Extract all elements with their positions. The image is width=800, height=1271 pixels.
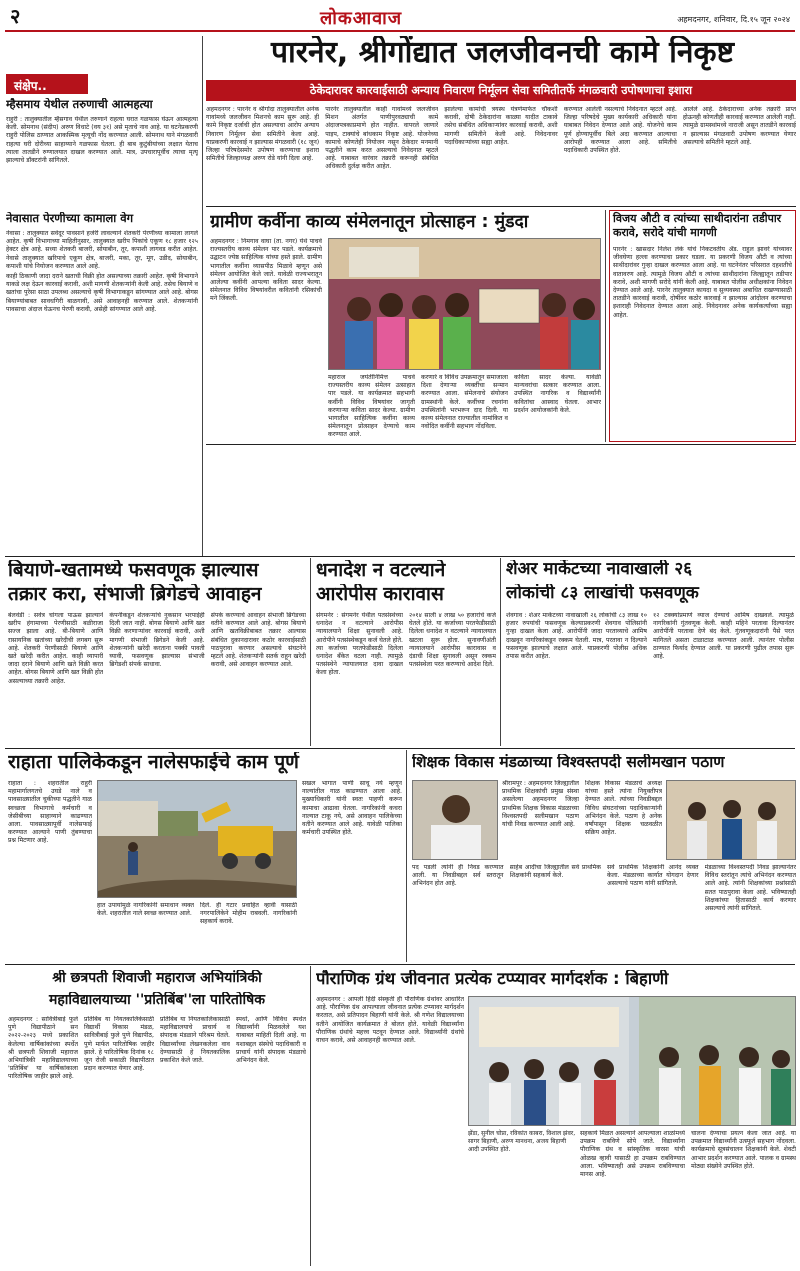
seeds-divider [310, 558, 311, 746]
education-bottom-col-3: सर्व प्राथमिक शिक्षकांनी आनंद व्यक्त केला. मंडळाच्या कार्यात योगदान देणार असल्याचे पठाण यांनी सांगितले. [607, 864, 699, 888]
rahata-photo-graphic [98, 781, 297, 898]
education-photo-1-graphic [413, 781, 498, 860]
lead-headline: पारनेर, श्रीगोंद्यात जलजीवनची कामे निकृष्ट [270, 36, 735, 70]
education-photo-2-graphic [667, 781, 796, 860]
rahata-photo [97, 780, 297, 898]
poets-divider [605, 210, 606, 442]
rahata-bottom-col-1: हात उपायांमुळे नागरिकांनी समाधान व्यक्त केले. शहरातील नाले स्वच्छ करण्यात आले. [97, 902, 194, 918]
seeds-body [8, 612, 306, 744]
poets-photo [328, 238, 601, 370]
mid-rule-1b [206, 444, 796, 445]
sidebar-story2-para2: काही ठिकाणी जादा दराने खताची विक्री होत असल्याच्या तक्रारी आहेत. कृषी विभागाने याकडे लक्ष देऊन कारवाई करावी, अशी मागणी शेतकऱ्यांनी केली आहे. तसेच बियाणे व खतांचा पुरेसा साठा उपलब्ध असल्याचे कृषी विभागाकडून सांगण्यात आले आहे. बोगस बियाण्यांबाबत सावधगिरी बाळगावी, असे आवाहनही करण्यात आले. शेतकऱ्यांनी पावसाचा अंदाज घेऊनच पेरणी करावी, असेही सांगण्यात आले आहे. [6, 272, 198, 313]
lead-col-1: अहमदनगर : पारनेर व श्रीगोंदा तालुक्यातील अनेक गावांमध्ये जलजीवन मिशनचे काम सुरू आहे. ही कामे निकृष्ट दर्जाची होत असल्याचा आरोप अन्याय निवारण निर्मूलन सेवा समितीने केला आहे. याप्रकरणी कारवाई न झाल्यास मंगळवारी (१८ जून) जिल्हा परिषदेसमोर उपोषण करण्याचा इशारा समितीचे जिल्हाध्यक्ष अरुण रोडे यांनी दिला आहे. [206, 106, 320, 163]
share-headline-2: लोकांची ८३ लाखांची फसवणूक [506, 584, 699, 603]
sidebar-story1-body: राहुरी : तालुक्यातील म्हैसगाव येथील तरुणाने राहत्या घरात गळफास घेऊन आत्महत्या केली. सोमनाथ (संदीप) अरुण विधाटे (वय ३१) असे मृताचे नाव आहे. या घटनेप्रकरणी राहुरी पोलिस ठाण्यात आकस्मिक मृत्यूची नोंद करण्यात आली. सोमनाथ याने मंगळवारी राहत्या घरी दोरीच्या साहाय्याने गळफास घेतला. ही बाब कुटुंबीयांच्या लक्षात येताच त्याला तातडीने रुग्णालयात दाखल करण्यात आले. मात्र, उपचारापूर्वीच त्याचा मृत्यू झाल्याचे डॉक्टरांनी सांगितले. [6, 116, 198, 164]
seeds-col-3: संपर्क करण्याचे आवाहन संभाजी ब्रिगेडच्या वतीने करण्यात आले आहे. बोगस बियाणे आणि खतविक्रीबाबत तक्रार आल्यास संबंधित दुकानदारावर कठोर कारवाईसाठी पाठपुरावा करणार असल्याचे संघटनेने म्हटले आहे. शेतकऱ्यांनी सतर्क राहून खरेदी करावी, असे आवाहन करण्यात आले. [210, 612, 306, 669]
mythology-headline: पौराणिक ग्रंथ जीवनात प्रत्येक टप्प्यावर मार्गदर्शक : बिहाणी [316, 970, 669, 988]
sidebar-story2-body [6, 230, 198, 550]
lead-col-4: करण्यात आलेली नसल्याचे निवेदनात म्हटले आहे. जिल्हा परिषदेचे मुख्य कार्यकारी अधिकारी यांना याबाबत निवेदन देण्यात आले आहे. योजनेचे काम पूर्ण होण्यापूर्वीच बिले अदा करण्यात आल्याचा आरोपही करण्यात आला आहे. समितीचे पदाधिकारी उपस्थित होते. [563, 106, 677, 154]
education-photo-2 [666, 780, 796, 860]
shivaji-headline-1: श्री छत्रपती शिवाजी महाराज अभियांत्रिकी [52, 970, 262, 986]
mythology-photo-graphic [469, 997, 796, 1126]
poets-bottom-col-1: महाराज जयंतीनिमित्त पाचवे राज्यस्तरीय काव्य संमेलन उत्साहात पार पडले. या कार्यक्रमात सहभागी कवींनी विविध विषयांवर जागृती करणाऱ्या कविता सादर केल्या. ग्रामीण भागातील साहित्यिक कवींना काव्य संमेलनातून प्रोत्साहन देण्याचे काम करण्यात आले. [328, 374, 415, 438]
education-photo-1 [412, 780, 498, 860]
mid-rule-2 [5, 748, 795, 749]
shivaji-col-2: प्रतिबिंब या नियतकालिकेसाठी विद्यार्थी विकास मंडळ, सावित्रीबाई फुले पुणे विद्यापीठ, पुणे मार्फत पारितोषिक जाहीर झाले. हे पारितोषिक दिनांक १८ जून रोजी सकाळी विद्यापीठात प्रदान करण्यात येणार आहे. [84, 1016, 154, 1073]
masthead-rule [5, 30, 795, 32]
mid-rule-3 [5, 964, 795, 965]
poets-photo-graphic [329, 239, 601, 370]
share-body [506, 612, 794, 744]
rahata-divider [406, 750, 407, 962]
mythology-bottom-col-1: सहकार्य मिळत असल्याने आपल्याला शाळांमध्ये उपक्रम राबविणे सोपे जाते. विद्यार्थ्यांना पौराणिक ग्रंथ व सांस्कृतिक वारसा यांची ओळख व्हावी यासाठी हा उपक्रम राबविण्यात आला. भविष्यातही असे उपक्रम राबविण्याचा मानस आहे. [580, 1130, 685, 1178]
rahata-body-bottom [97, 902, 297, 960]
seeds-headline-1: बियाणे-खतामध्ये फसवणूक झाल्यास [8, 560, 259, 581]
cheque-headline-2: आरोपीस कारावास [316, 584, 444, 605]
lead-col-5: आलेले आहे. ठेकेदाराच्या अनेक तक्रारी प्राप्त होऊनही कोणतीही कारवाई करण्यात आलेली नाही. त्यामुळे ग्रामस्थांमध्ये नाराजी असून तातडीने कारवाई न झाल्यास मंगळवारी उपोषण करण्यात येणार असल्याचे समितीने म्हटले आहे. [682, 106, 797, 146]
education-bottom-col-4: मंडळाच्या विश्वस्तपदी निवड झाल्यानंतर विविध स्तरांतून त्यांचे अभिनंदन करण्यात आले आहे. त्यांनी शिक्षकांच्या प्रश्नांसाठी सतत पाठपुरावा केला आहे. भविष्यातही शिक्षकांच्या हितासाठी कार्य करणार असल्याचे त्यांनी सांगितले. [704, 864, 796, 912]
mythology-bottom-col-2: चालना देण्याचा प्रयत्न केला जात आहे. या उपक्रमात विद्यार्थ्यांनी उत्स्फूर्त सहभाग नोंदवला. कार्यक्रमाचे सूत्रसंचालन शिक्षकांनी केले. शेवटी आभार प्रदर्शन करण्यात आले. पालक व ग्रामस्थ मोठ्या संख्येने उपस्थित होते. [691, 1130, 796, 1170]
lead-subheadline-bar [206, 80, 796, 101]
shivaji-col-1: अहमदनगर : सावित्रीबाई फुले पुणे विद्यापीठाने सन २०२२-२०२३ मध्ये प्रकाशित केलेल्या वार्षिकांकांच्या स्पर्धेत श्री छत्रपती शिवाजी महाराज अभियांत्रिकी महाविद्यालयाच्या 'प्रतिबिंब' या वार्षिकांकाला पारितोषिक जाहीर झाले आहे. [8, 1016, 78, 1081]
sidebar-heading [6, 74, 88, 94]
share-headline-1: शेअर मार्केटच्या नावाखाली २६ [506, 560, 693, 579]
page-number: २ [10, 4, 21, 28]
education-bottom-col-2: साहेब आदींचा जिल्ह्यातील सर्व प्राथमिक शिक्षकांनी सहकार्य केले. [509, 864, 601, 880]
shivaji-divider [310, 966, 311, 1266]
shivaji-col-4: स्पर्धा, आणि विविध स्पर्धेत विद्यार्थ्यांनी मिळवलेले यश याबाबत माहिती दिली आहे. या यशाबद्दल संस्थेचे पदाधिकारी व प्राचार्य यांनी संपादक मंडळाचे अभिनंदन केले. [236, 1016, 306, 1064]
sidebar-story2-para1: नेवासा : तालुक्यात सर्वदूर पावसाने हजेरी लावल्याने शेतकरी पेरणीच्या कामाला लागले आहेत. कृषी विभागाच्या माहितीनुसार, तालुक्यात खरीप पिकांचे एकूण १८ हजार १२५ हेक्टर क्षेत्र आहे. सध्या शेतकरी बाजरी, सोयाबीन, तूर, कपाशी लागवड करीत आहेत. नेवासे तालुक्यात खरिपाचे एकूण क्षेत्र, बाजरी, मका, तूर, मूग, उडीद, सोयाबीन, कपाशी यांचे नियोजन करण्यात आले आहे. [6, 230, 198, 270]
rahata-bottom-col-2: दिले. ही गटार प्रवाहित व्हावी यासाठी नगरपालिकेने मोहीम राबवली. नागरिकांनी सहकार्य करावे. [200, 902, 297, 926]
sidebar-divider [202, 36, 203, 556]
poets-body-bottom [328, 374, 601, 438]
rahata-col-1: राहाता : शहरातील राहुरी महामार्गालगतचे उघडे नाले व पावसाळ्यातील चुकीच्या पद्धतीने गाळ स्वच्छता विभागाचे कर्मचारी व जेसीबीच्या साहाय्याने काढण्यात आला. पावसाळ्यापूर्वी नालेसफाई करण्यात आल्याने पाणी तुंबण्याचा प्रश्न मिटणार आहे. [8, 780, 92, 845]
mythology-body-bottom [580, 1130, 796, 1266]
cheque-col-2: २०१४ साली ४ लाख ५० हजारांचे कर्ज घेतले होते. या कर्जाच्या परतफेडीसाठी दिलेला धनादेश न वटल्याने न्यायालयात खटला सुरू होता. सुनावणीअंती न्यायालयाने आरोपीस कारावास व दंडाची शिक्षा सुनावली असून रक्कम पतसंस्थेला परत करण्याचे आदेश दिले. [409, 612, 496, 669]
mythology-caption: झेंडा, सुनील चोप्रा, रविकांत काबरा, विशाल झंवर, सागर बिहाणी, अरुण मानधना, अजय बिहाणी आदी उपस्थित होते. [468, 1130, 576, 1153]
vijay-headline: विजय औटी व त्यांच्या साथीदारांना तडीपार करावे, सरोदे यांची मागणी [613, 212, 782, 240]
seeds-col-2: कंपनीकडून शेतकऱ्यांचे नुकसान भरपाईही दिली जात नाही. बोगस बियाणे आणि खत विक्री करणाऱ्यांवर कारवाई करावी, अशी मागणी संभाजी ब्रिगेडने केली आहे. शेतकऱ्यांनी खरेदी करताना पक्की पावती घ्यावी, फसवणूक झाल्यास संभाजी ब्रिगेडशी संपर्क साधावा. [109, 612, 205, 669]
share-col-2: १२ टक्क्यांप्रमाणे व्याज देण्याचे आमिष दाखवले. त्यामुळे नागरिकांनी गुंतवणूक केली. काही महिने परतावा दिल्यानंतर आरोपींनी परतावा देणे बंद केले. गुंतवणूकदारांनी पैसे परत मागितले असता टाळाटाळ करण्यात आली. त्यानंतर पोलीस ठाण्यात फिर्याद देण्यात आली. या प्रकरणी पुढील तपास सुरू आहे. [653, 612, 794, 660]
cheque-body [316, 612, 496, 744]
rahata-headline: राहाता पालिकेकडून नालेसफाईचे काम पूर्ण [8, 752, 299, 773]
education-bottom-col-1: पद पडली त्यांनी ही निवड करण्यात आली. या निवडीबद्दल सर्व स्तरातून अभिनंदन होत आहे. [412, 864, 504, 888]
rahata-col-right: सखल भागात पाणी साचू नये म्हणून नाल्यांतील गाळ काढण्यात आला आहे. मुख्याधिकारी यांनी स्वतः पाहणी करून कामाचा आढावा घेतला. नागरिकांनी कचरा नाल्यात टाकू नये, असे आवाहन पालिकेच्या वतीने करण्यात आले आहे. यावेळी पालिका कर्मचारी उपस्थित होते. [302, 780, 402, 837]
paper-name: लोकआवाज [320, 8, 403, 29]
education-body-top [502, 780, 662, 860]
education-headline: शिक्षक विकास मंडळाच्या विश्वस्तपदी सलीमखान पठाण [412, 754, 725, 771]
date-line: अहमदनगर, शनिवार, दि.१५ जून २०२४ [677, 15, 790, 24]
lead-subheadline: ठेकेदारावर कारवाईसाठी अन्याय निवारण निर्मूलन सेवा समितीतर्फे मंगळवारी उपोषणाचा इशारा [309, 84, 693, 97]
sidebar-story2-title: नेवासात पेरणीच्या कामाला वेग [6, 212, 134, 225]
shivaji-col-3: प्रतिबिंब या नियतकालिकासाठी महाविद्यालयाचे प्राचार्य व संपादक मंडळाने परिश्रम घेतले. विद्यार्थ्यांच्या लेखनकलेला वाव देण्यासाठी हे नियतकालिक प्रकाशित केले जाते. [160, 1016, 230, 1064]
shivaji-headline-2: महाविद्यालयाच्या ''प्रतिबिंब''ला पारितोषिक [48, 992, 266, 1008]
poets-bottom-col-2: करणारे व विविध उपक्रमातून समाजाला दिशा देणाऱ्या व्यक्तींचा सन्मान करण्यात आला. संमेलनाचे संयोजन ग्रामस्थांनी केले. कवींच्या रचनांना उपस्थितांनी भरभरून दाद दिली. या काव्य संमेलनात राज्यातील नामांकित व नवोदित कवींनी सहभाग नोंदविला. [421, 374, 508, 431]
seeds-col-1: बेलवंडी : सर्वत्र चांगला पाऊस झाल्याने खरीप हंगामाच्या पेरणीसाठी बळीराजा सज्ज झाला आहे. बी-बियाणे आणि रासायनिक खतांच्या खरेदीची लगबग सुरू आहे. शेतकरी पेरणीसाठी बियाणे आणि खते खरेदी करीत आहेत. काही व्यापारी जादा दराने बियाणे आणि खते विक्री करत आहेत. बोगस बियाणे आणि खत विक्री होत असल्याच्या तक्रारी आहेत. [8, 612, 104, 685]
mid-rule-1 [5, 556, 795, 557]
poets-headline: ग्रामीण कवींना काव्य संमेलनातून प्रोत्साहन : मुंडदा [210, 212, 529, 232]
cheque-divider [500, 558, 501, 746]
shivaji-body [8, 1016, 306, 1266]
lead-col-2: पारनेर तालुक्यातील काही गावांमध्ये जलजीवन मिशन अंतर्गत पाणीपुरवठ्याची कामे अंदाजपत्रकाप्रमाणे होत नाहीत. वापरले जाणारे पाइप, टाक्यांचे बांधकाम निकृष्ट आहे. योजनेच्या कामाचे कोणतेही नियोजन नसून ठेकेदार मनमानी पद्धतीने काम करत असल्याचे निवेदनात म्हटले आहे. याबाबत वारंवार तक्रारी करूनही संबंधित अधिकारी दुर्लक्ष करीत आहेत. [325, 106, 439, 171]
cheque-col-1: संगमनेर : संगमनेर येथील पतसंस्थेच्या धनादेश न वटल्याने आरोपीस न्यायालयाने शिक्षा सुनावली आहे. आरोपीने पतसंस्थेकडून कर्ज घेतले होते. त्या कर्जाच्या परतफेडीसाठी दिलेला धनादेश बँकेत वटला नाही. त्यामुळे पतसंस्थेने न्यायालयात दावा दाखल केला होता. [316, 612, 403, 677]
share-col-1: शेवगाव : शेअर मार्केटच्या नावाखाली २६ लोकांची ८३ लाख १० हजार रुपयांची फसवणूक केल्याप्रकरणी शेवगाव पोलिसांनी गुन्हा दाखल केला आहे. आरोपींनी जादा परताव्याचे आमिष दाखवून नागरिकांकडून रक्कम घेतली. मात्र, परतावा न दिल्याने फसवणूक झाल्याचे लक्षात आले. याप्रकरणी पोलीस अधिक तपास करीत आहेत. [506, 612, 647, 660]
sidebar-story1-title: म्हैसमाय येथील तरुणाची आत्महत्या [6, 98, 153, 111]
poets-bottom-col-3: कविता सादर केल्या. यावेळी मान्यवरांचा सत्कार करण्यात आला. उपस्थित नागरिक व विद्यार्थ्यांनी कवितांचा आस्वाद घेतला. आभार प्रदर्शन आयोजकांनी केले. [514, 374, 601, 414]
lead-bottom-rule [206, 206, 796, 207]
lead-col-3: झालेल्या कामांची त्रयस्थ यंत्रणेमार्फत चौकशी करावी, दोषी ठेकेदारांना काळ्या यादीत टाकावे तसेच संबंधित अधिकाऱ्यांवर कारवाई करावी, अशी मागणी समितीने केली आहे. निवेदनावर पदाधिकाऱ्यांच्या सह्या आहेत. [444, 106, 558, 146]
cheque-headline-1: धनादेश न वटल्याने [316, 560, 446, 581]
poets-body-top: अहमदनगर : निमगाव वाघा (ता. नगर) येथे पाचवे राज्यस्तरीय काव्य संमेलन पार पडले. कार्यक्रमाचे उद्घाटन ज्येष्ठ साहित्यिक यांच्या हस्ते झाले. ग्रामीण भागातील कवींना व्यासपीठ मिळावे म्हणून असे संमेलन आयोजित केले जाते. यावेळी राज्यभरातून आलेल्या कवींनी आपल्या कविता सादर केल्या. संमेलनात विविध विषयांवरील कवितांनी रसिकांची मने जिंकली. [210, 238, 322, 303]
education-top-col-2: शिक्षक विकास मंडळाचे अध्यक्ष यांच्या हस्ते त्यांना नियुक्तीपत्र देण्यात आले. त्यांच्या निवडीबद्दल विविध संघटनांच्या पदाधिकाऱ्यांनी अभिनंदन केले. पठाण हे अनेक वर्षांपासून शिक्षक चळवळीत सक्रिय आहेत. [585, 780, 662, 837]
education-top-col-1: श्रीरामपूर : अहमदनगर जिल्ह्यातील प्राथमिक शिक्षकांची प्रमुख संस्था असलेल्या अहमदनगर जिल्हा प्राथमिक शिक्षक विकास मंडळाच्या विश्वस्तपदी सलीमखान पठाण यांची निवड करण्यात आली आहे. [502, 780, 579, 828]
mythology-photo [468, 996, 796, 1126]
seeds-headline-2: तक्रार करा, संभाजी ब्रिगेडचे आवाहन [8, 584, 262, 605]
education-body-bottom [412, 864, 796, 960]
sidebar-heading-text: संक्षेप.. [14, 79, 47, 93]
lead-body [206, 106, 796, 202]
vijay-body: पारनेर : खासदार निलेश लंके यांचे निकटवर्तीय ॲड. राहुल झावरे यांच्यावर जीवघेणा हल्ला करण्याचा प्रकार घडला. या प्रकरणी विजय औटी व त्यांच्या साथीदारांवर गुन्हा दाखल करण्यात आला आहे. या घटनेनंतर परिसरात दहशतीचे वातावरण आहे. त्यामुळे विजय औटी व त्यांच्या साथीदारांना जिल्ह्यातून तडीपार करावे, अशी मागणी सरोदे यांनी केली आहे. याबाबत पोलीस अधीक्षकांना निवेदन देण्यात आले आहे. पारनेर तालुक्यात कायदा व सुव्यवस्था अबाधित राखण्यासाठी तातडीने कारवाई करावी, दोषींवर कठोर कारवाई न झाल्यास आंदोलन करण्याचा इशाराही निवेदनात देण्यात आला आहे. निवेदनावर अनेक कार्यकर्त्यांच्या सह्या आहेत. [613, 246, 792, 319]
mythology-body-top: अहमदनगर : आपली हिंदी संस्कृती ही पौराणिक ग्रंथांवर आधारित आहे. पौराणिक ग्रंथ आपल्याला जीवनात प्रत्येक टप्प्यावर मार्गदर्शन करतात, असे प्रतिपादन बिहाणी यांनी केले. श्री गणेश विद्यालयाच्या वतीने आयोजित कार्यक्रमात ते बोलत होते. यावेळी विद्यार्थ्यांना पौराणिक ग्रंथांचे महत्त्व पटवून देण्यात आले. विद्यार्थ्यांनी ग्रंथांचे वाचन करावे, असे आवाहनही करण्यात आले. [316, 996, 464, 1044]
